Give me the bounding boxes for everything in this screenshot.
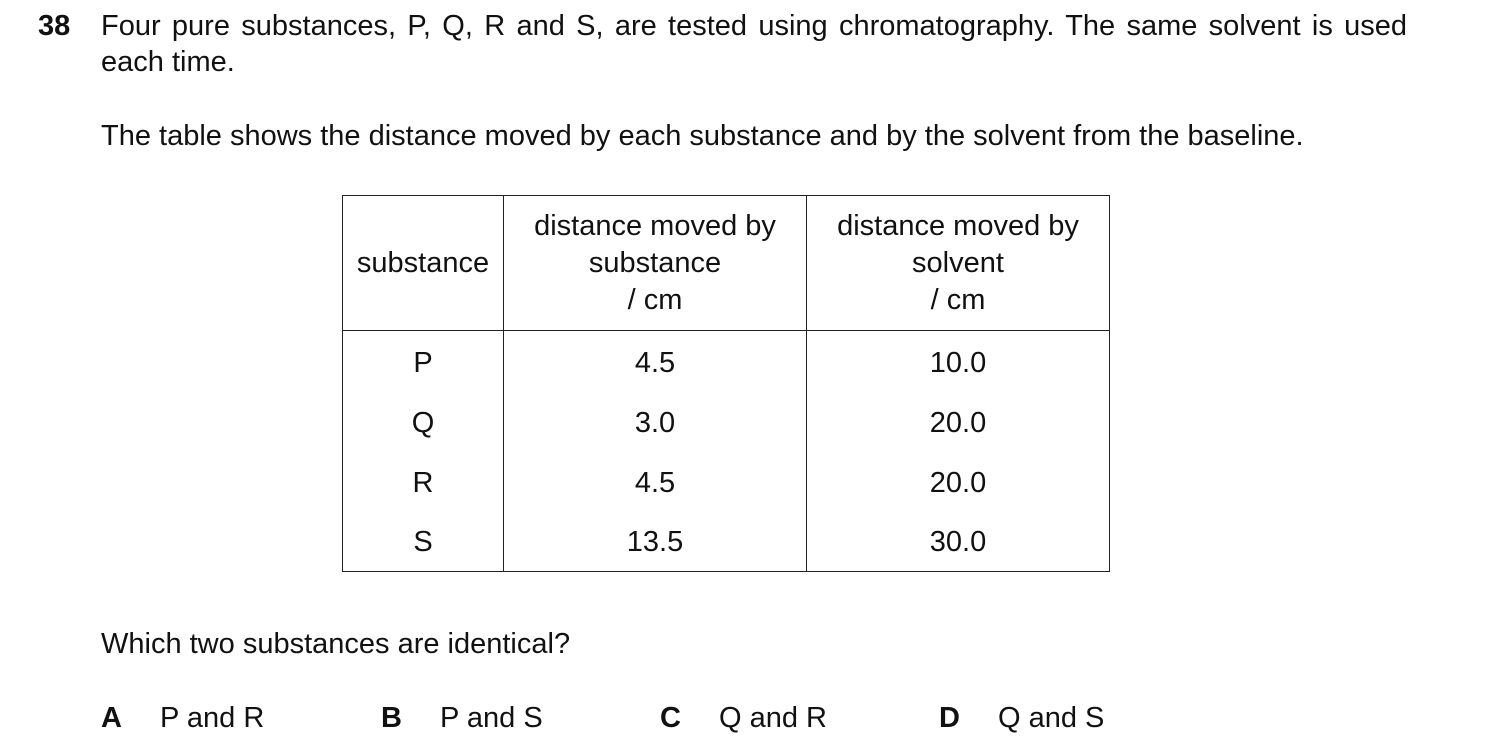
cell-substance: S bbox=[343, 513, 504, 572]
option-a[interactable] bbox=[101, 700, 264, 736]
cell-solvent-distance: 20.0 bbox=[807, 453, 1110, 513]
header-text: distance moved by bbox=[534, 209, 776, 242]
cell-solvent-distance: 30.0 bbox=[807, 513, 1110, 572]
header-text: substance bbox=[356, 246, 490, 279]
header-substance-distance bbox=[504, 196, 807, 331]
table-header-row bbox=[343, 196, 1110, 331]
option-b[interactable] bbox=[381, 700, 543, 736]
table-row bbox=[343, 453, 1110, 513]
header-substance bbox=[343, 196, 504, 331]
cell-substance-distance: 4.5 bbox=[504, 453, 807, 513]
cell-substance-distance: 3.0 bbox=[504, 393, 807, 453]
header-solvent-distance bbox=[807, 196, 1110, 331]
option-text: Q and S bbox=[998, 702, 1105, 734]
header-text: substance bbox=[588, 246, 722, 279]
cell-substance-distance: 13.5 bbox=[504, 513, 807, 572]
table-row bbox=[343, 393, 1110, 453]
cell-substance: R bbox=[343, 453, 504, 513]
option-letter: D bbox=[939, 702, 960, 734]
table-intro: The table shows the distance moved by each substance and by the solvent from the baseline. bbox=[101, 120, 1304, 152]
option-text: P and S bbox=[440, 702, 543, 734]
option-text: P and R bbox=[160, 702, 265, 734]
cell-substance-distance: 4.5 bbox=[504, 331, 807, 394]
option-text: Q and R bbox=[719, 702, 827, 734]
question-prompt: Which two substances are identical? bbox=[101, 628, 571, 660]
header-text: distance moved by bbox=[837, 209, 1079, 242]
option-letter: C bbox=[660, 702, 681, 734]
header-text: solvent bbox=[912, 246, 1004, 279]
cell-solvent-distance: 20.0 bbox=[807, 393, 1110, 453]
table-row bbox=[343, 331, 1110, 394]
question-stem: Four pure substances, P, Q, R and S, are tested using chromatography. The same solvent is used each time. bbox=[101, 10, 1407, 78]
cell-solvent-distance: 10.0 bbox=[807, 331, 1110, 394]
option-d[interactable] bbox=[939, 700, 1104, 736]
table-row bbox=[343, 513, 1110, 572]
header-unit: / cm bbox=[930, 283, 986, 316]
chromatography-table bbox=[342, 195, 1110, 572]
cell-substance: P bbox=[343, 331, 504, 394]
option-letter: B bbox=[381, 702, 402, 734]
header-unit: / cm bbox=[627, 283, 683, 316]
option-letter: A bbox=[101, 702, 122, 734]
question-number: 38 bbox=[38, 10, 71, 42]
option-c[interactable] bbox=[660, 700, 827, 736]
cell-substance: Q bbox=[343, 393, 504, 453]
